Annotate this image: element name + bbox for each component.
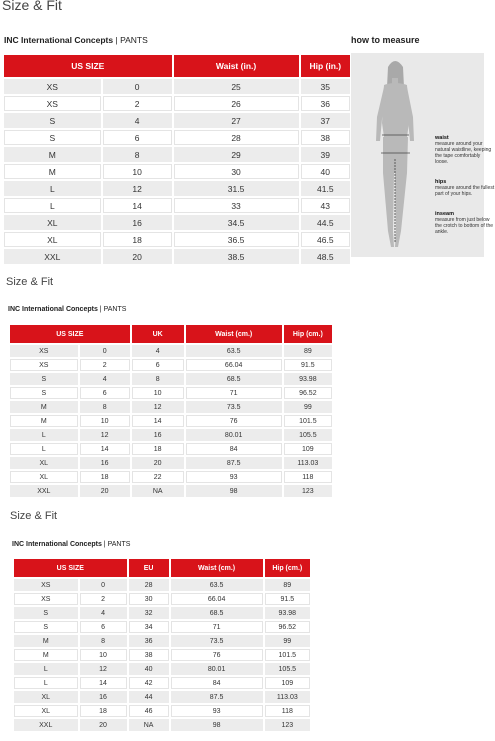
table-cell: 46 (129, 705, 169, 717)
table-cell: L (4, 181, 101, 196)
table-cell: M (14, 635, 78, 647)
table-cell: S (14, 621, 78, 633)
table-cell: 109 (284, 443, 332, 455)
table-cell: 34.5 (174, 215, 299, 230)
table-row (4, 130, 350, 145)
table-cell: XL (10, 471, 78, 483)
table-cell: 26 (174, 96, 299, 111)
table-row (4, 232, 350, 247)
how-to-measure-title: how to measure (351, 35, 420, 45)
table-row (4, 113, 350, 128)
table-cell: 10 (80, 649, 127, 661)
table-cell: 30 (129, 593, 169, 605)
header-hip: Hip (in.) (301, 55, 350, 77)
table-cell: L (10, 429, 78, 441)
table-row (14, 621, 310, 633)
table-row (4, 164, 350, 179)
table-cell: 42 (129, 677, 169, 689)
table-row (10, 429, 332, 441)
section1-brand-line: INC International Concepts | PANTS (4, 35, 148, 45)
table-cell: L (10, 443, 78, 455)
table-row (10, 415, 332, 427)
table-cell: 12 (80, 663, 127, 675)
header-us-size: US SIZE (14, 559, 127, 577)
table-cell: XS (4, 79, 101, 94)
table-cell: 2 (80, 593, 127, 605)
table-cell: 6 (80, 621, 127, 633)
table-row (10, 345, 332, 357)
section2-brand: INC International Concepts (8, 306, 98, 313)
table-cell: 6 (80, 387, 130, 399)
table-cell: 14 (103, 198, 172, 213)
table-cell: 63.5 (186, 345, 282, 357)
section1-title: Size & Fit (2, 0, 62, 13)
section2-size-table (8, 323, 334, 499)
section3-category: PANTS (107, 541, 131, 548)
table-cell: 0 (80, 345, 130, 357)
table-cell: 36 (129, 635, 169, 647)
measure-waist: waist measure around your natural waistline, keeping the tape comfortably loose. (435, 135, 492, 165)
table-cell: S (4, 130, 101, 145)
table-row (10, 401, 332, 413)
table-cell: 71 (186, 387, 282, 399)
table-cell: 41.5 (301, 181, 350, 196)
table-cell: 87.5 (186, 457, 282, 469)
table-cell: 8 (132, 373, 184, 385)
female-figure-illustration (351, 53, 431, 257)
table-row (14, 579, 310, 591)
header-uk: UK (132, 325, 184, 343)
table-cell: 8 (80, 635, 127, 647)
table-cell: 89 (265, 579, 310, 591)
table-cell: 40 (129, 663, 169, 675)
table-cell: XXL (4, 249, 101, 264)
table-cell: 10 (80, 415, 130, 427)
table-cell: 36 (301, 96, 350, 111)
table-row (10, 471, 332, 483)
table-cell: 96.52 (265, 621, 310, 633)
table-cell: 6 (103, 130, 172, 145)
table-cell: 91.5 (284, 359, 332, 371)
table-row (14, 719, 310, 731)
table-cell: 68.5 (186, 373, 282, 385)
section3-brand: INC International Concepts (12, 541, 102, 548)
table-cell: 22 (132, 471, 184, 483)
table-cell: 105.5 (265, 663, 310, 675)
table-cell: 101.5 (265, 649, 310, 661)
table-cell: 32 (129, 607, 169, 619)
table-cell: 20 (80, 719, 127, 731)
table-cell: 35 (301, 79, 350, 94)
table-cell: 20 (103, 249, 172, 264)
table-cell: 20 (132, 457, 184, 469)
table-cell: 109 (265, 677, 310, 689)
table-row (14, 635, 310, 647)
table-cell: S (14, 607, 78, 619)
table-cell: XL (10, 457, 78, 469)
table-cell: XS (14, 579, 78, 591)
table-cell: 66.04 (171, 593, 263, 605)
table-cell: XS (10, 359, 78, 371)
header-hip: Hip (cm.) (265, 559, 310, 577)
table-cell: 96.52 (284, 387, 332, 399)
table-row (10, 457, 332, 469)
table-cell: 99 (284, 401, 332, 413)
table-cell: XXL (10, 485, 78, 497)
table-cell: 34 (129, 621, 169, 633)
header-us-size: US SIZE (10, 325, 130, 343)
table-row (10, 443, 332, 455)
table-cell: 27 (174, 113, 299, 128)
measure-hips: hips measure around the fullest part of your hips. (435, 179, 495, 197)
table-cell: 123 (265, 719, 310, 731)
table-cell: 30 (174, 164, 299, 179)
table-row (14, 677, 310, 689)
table-cell: 4 (80, 607, 127, 619)
table-cell: 123 (284, 485, 332, 497)
table-cell: 76 (186, 415, 282, 427)
table-row (14, 607, 310, 619)
table-row (14, 705, 310, 717)
table-cell: 14 (80, 443, 130, 455)
table-cell: NA (132, 485, 184, 497)
table-cell: 29 (174, 147, 299, 162)
header-waist: Waist (in.) (174, 55, 299, 77)
table-cell: M (4, 147, 101, 162)
table-cell: 33 (174, 198, 299, 213)
table-cell: M (10, 401, 78, 413)
table-cell: L (14, 677, 78, 689)
table-cell: 18 (103, 232, 172, 247)
table-cell: XL (4, 215, 101, 230)
table-cell: 43 (301, 198, 350, 213)
section1-category: PANTS (120, 35, 148, 45)
section3-title: Size & Fit (10, 510, 58, 522)
table-cell: 68.5 (171, 607, 263, 619)
table-cell: 12 (80, 429, 130, 441)
table-cell: 93.98 (265, 607, 310, 619)
table-cell: 2 (80, 359, 130, 371)
table-cell: 8 (80, 401, 130, 413)
table-cell: L (14, 663, 78, 675)
table-cell: 18 (80, 471, 130, 483)
table-cell: 14 (80, 677, 127, 689)
table-cell: 4 (132, 345, 184, 357)
table-row (14, 691, 310, 703)
table-cell: 2 (103, 96, 172, 111)
table-cell: S (4, 113, 101, 128)
table-row (4, 249, 350, 264)
table-cell: 14 (132, 415, 184, 427)
table-cell: XXL (14, 719, 78, 731)
table-cell: 80.01 (186, 429, 282, 441)
table-cell: 28 (174, 130, 299, 145)
table-cell: 0 (80, 579, 127, 591)
table-cell: 101.5 (284, 415, 332, 427)
table-cell: 25 (174, 79, 299, 94)
header-waist: Waist (cm.) (171, 559, 263, 577)
table-cell: 10 (132, 387, 184, 399)
header-hip: Hip (cm.) (284, 325, 332, 343)
table-cell: 93 (186, 471, 282, 483)
table-row (4, 79, 350, 94)
table-cell: 98 (186, 485, 282, 497)
table-cell: S (10, 387, 78, 399)
section1-brand: INC International Concepts (4, 35, 114, 45)
table-cell: 98 (171, 719, 263, 731)
section3-brand-line: INC International Concepts | PANTS (12, 541, 131, 548)
table-cell: XL (14, 691, 78, 703)
section1-size-table (2, 53, 352, 266)
table-cell: 12 (103, 181, 172, 196)
table-cell: 73.5 (186, 401, 282, 413)
table-cell: 105.5 (284, 429, 332, 441)
table-cell: 4 (80, 373, 130, 385)
table-cell: 48.5 (301, 249, 350, 264)
section2-category: PANTS (103, 306, 127, 313)
table-cell: 80.01 (171, 663, 263, 675)
table-cell: 71 (171, 621, 263, 633)
table-cell: XS (14, 593, 78, 605)
table-cell: 66.04 (186, 359, 282, 371)
table-cell: 40 (301, 164, 350, 179)
table-cell: 87.5 (171, 691, 263, 703)
header-waist: Waist (cm.) (186, 325, 282, 343)
table-cell: 99 (265, 635, 310, 647)
table-cell: 118 (265, 705, 310, 717)
table-cell: 4 (103, 113, 172, 128)
header-eu: EU (129, 559, 169, 577)
table-cell: M (10, 415, 78, 427)
table-row (4, 147, 350, 162)
table-cell: 0 (103, 79, 172, 94)
table-cell: 8 (103, 147, 172, 162)
table-cell: 44 (129, 691, 169, 703)
header-us-size: US SIZE (4, 55, 172, 77)
table-cell: 76 (171, 649, 263, 661)
measure-inseam: inseam measure from just below the crotch to bottom of the ankle. (435, 211, 494, 235)
table-row (10, 373, 332, 385)
table-cell: XL (14, 705, 78, 717)
table-cell: 93.98 (284, 373, 332, 385)
table-cell: 91.5 (265, 593, 310, 605)
table-cell: 46.5 (301, 232, 350, 247)
table-cell: S (10, 373, 78, 385)
table-cell: 118 (284, 471, 332, 483)
table-cell: 89 (284, 345, 332, 357)
measure-illustration-panel (351, 53, 495, 257)
table-row (10, 387, 332, 399)
table-cell: 38 (129, 649, 169, 661)
table-cell: M (4, 164, 101, 179)
table-cell: 18 (80, 705, 127, 717)
table-cell: 10 (103, 164, 172, 179)
table-cell: 12 (132, 401, 184, 413)
table-cell: 16 (103, 215, 172, 230)
table-cell: 20 (80, 485, 130, 497)
table-cell: M (14, 649, 78, 661)
table-row (14, 663, 310, 675)
table-cell: 63.5 (171, 579, 263, 591)
table-cell: 113.03 (265, 691, 310, 703)
table-cell: 73.5 (171, 635, 263, 647)
table-cell: XL (4, 232, 101, 247)
table-cell: NA (129, 719, 169, 731)
table-cell: 31.5 (174, 181, 299, 196)
table-cell: 93 (171, 705, 263, 717)
table-cell: 44.5 (301, 215, 350, 230)
table-row (10, 359, 332, 371)
table-row (10, 485, 332, 497)
table-row (14, 593, 310, 605)
table-cell: 36.5 (174, 232, 299, 247)
section2-title: Size & Fit (6, 276, 54, 288)
table-cell: 16 (80, 691, 127, 703)
table-cell: 113.03 (284, 457, 332, 469)
section3-size-table (12, 557, 312, 733)
table-cell: 39 (301, 147, 350, 162)
table-row (4, 181, 350, 196)
table-cell: 84 (171, 677, 263, 689)
section2-brand-line: INC International Concepts | PANTS (8, 306, 127, 313)
table-cell: 38.5 (174, 249, 299, 264)
table-cell: L (4, 198, 101, 213)
table-cell: 6 (132, 359, 184, 371)
table-cell: XS (4, 96, 101, 111)
table-row (4, 198, 350, 213)
table-cell: 16 (132, 429, 184, 441)
table-cell: 38 (301, 130, 350, 145)
table-row (14, 649, 310, 661)
table-cell: 16 (80, 457, 130, 469)
table-cell: 28 (129, 579, 169, 591)
table-cell: 37 (301, 113, 350, 128)
table-cell: XS (10, 345, 78, 357)
table-row (4, 96, 350, 111)
table-row (4, 215, 350, 230)
table-cell: 84 (186, 443, 282, 455)
table-cell: 18 (132, 443, 184, 455)
